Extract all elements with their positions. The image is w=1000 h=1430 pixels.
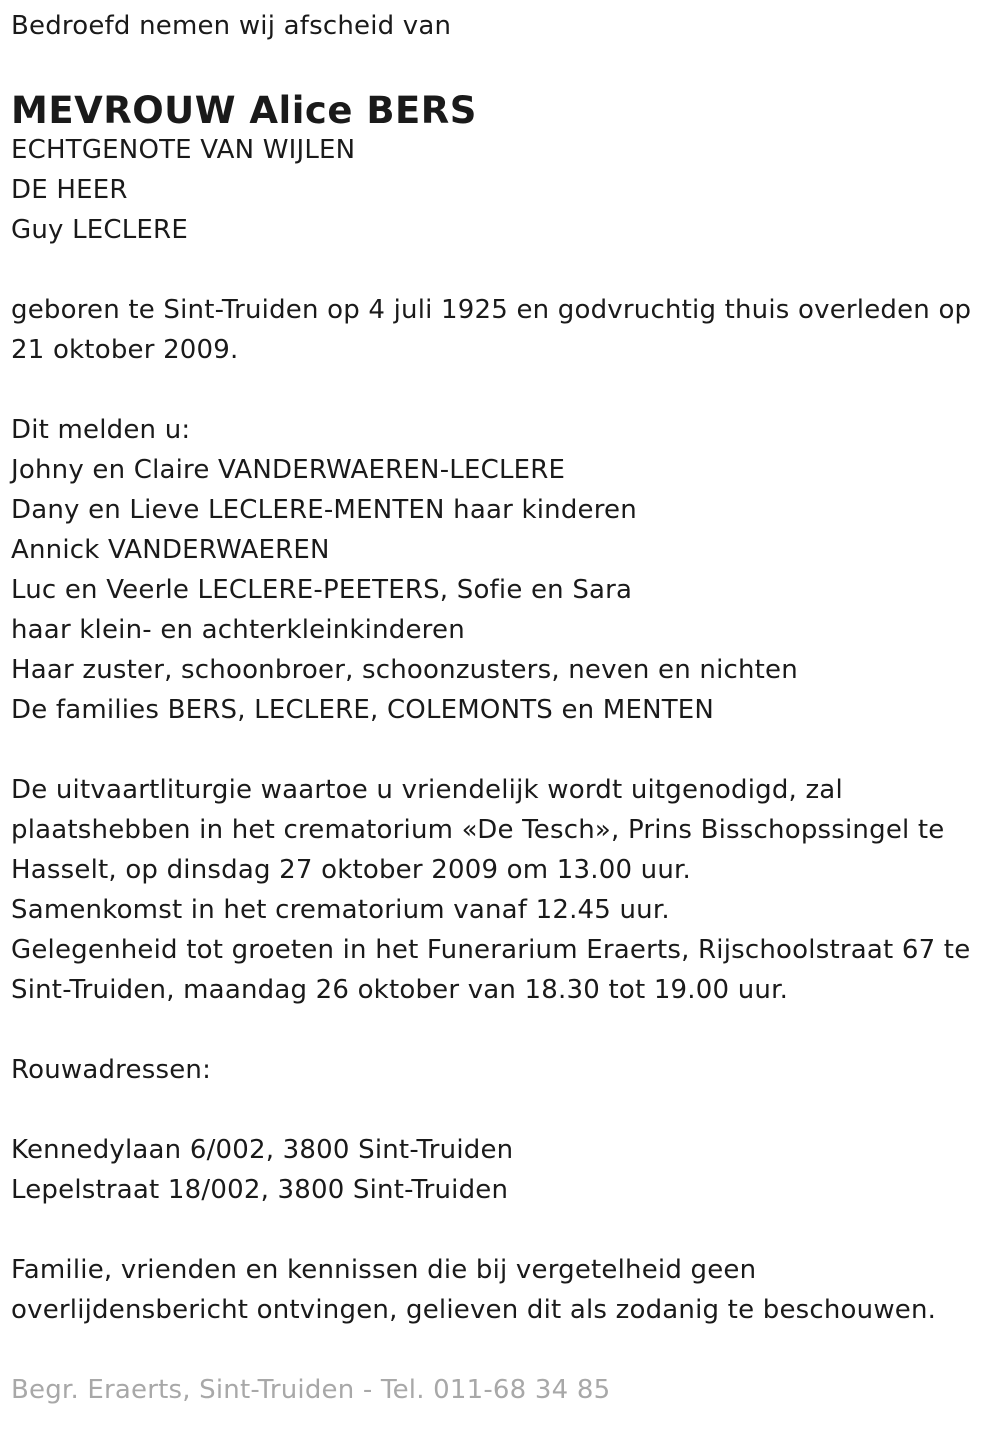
- announcer-line: Haar zuster, schoonbroer, schoonzusters, neven en nichten: [11, 655, 798, 685]
- announcer-line: Annick VANDERWAEREN: [11, 535, 330, 565]
- spouse-block: [11, 130, 996, 250]
- deceased-name: MEVROUW Alice BERS: [11, 89, 477, 132]
- closing-line: overlijdensbericht ontvingen, gelieven dit als zodanig te beschouwen.: [11, 1295, 937, 1325]
- closing-paragraph: [11, 1250, 996, 1330]
- ceremony-line: Samenkomst in het crematorium vanaf 12.45 uur.: [11, 895, 670, 925]
- ceremony-line: Hasselt, op dinsdag 27 oktober 2009 om 13.00 uur.: [11, 855, 691, 885]
- announcers-block: [11, 410, 996, 730]
- spacer: [11, 1090, 996, 1130]
- funeral-home-footer: Begr. Eraerts, Sint-Truiden - Tel. 011-68 34 85: [11, 1375, 611, 1405]
- ceremony-line: De uitvaartliturgie waartoe u vriendelijk wordt uitgenodigd, zal: [11, 775, 843, 805]
- ceremony-line: Gelegenheid tot groeten in het Funerarium Eraerts, Rijschoolstraat 67 te: [11, 935, 971, 965]
- birth-death-line: geboren te Sint-Truiden op 4 juli 1925 en godvruchtig thuis overleden op: [11, 295, 972, 325]
- spacer: [11, 1210, 996, 1250]
- closing-line: Familie, vrienden en kennissen die bij vergetelheid geen: [11, 1255, 757, 1285]
- spouse-line: Guy LECLERE: [11, 215, 188, 245]
- spacer: [11, 250, 996, 290]
- birth-death-paragraph: [11, 290, 996, 370]
- spacer: [11, 46, 996, 84]
- spouse-line: ECHTGENOTE VAN WIJLEN: [11, 135, 356, 165]
- announcer-line: De families BERS, LECLERE, COLEMONTS en MENTEN: [11, 695, 715, 725]
- announcer-line: haar klein- en achterkleinkinderen: [11, 615, 465, 645]
- address-line: Kennedylaan 6/002, 3800 Sint-Truiden: [11, 1135, 514, 1165]
- address-line: Lepelstraat 18/002, 3800 Sint-Truiden: [11, 1175, 509, 1205]
- spacer: [11, 1330, 996, 1370]
- death-notice: [11, 6, 996, 1410]
- ceremony-line: plaatshebben in het crematorium «De Tesch», Prins Bisschopssingel te: [11, 815, 945, 845]
- spacer: [11, 730, 996, 770]
- addresses-block: [11, 1130, 996, 1210]
- ceremony-line: Sint-Truiden, maandag 26 oktober van 18.30 tot 19.00 uur.: [11, 975, 789, 1005]
- ceremony-paragraph: [11, 770, 996, 1010]
- announcer-line: Luc en Veerle LECLERE-PEETERS, Sofie en Sara: [11, 575, 633, 605]
- spacer: [11, 370, 996, 410]
- announcer-line: Johny en Claire VANDERWAEREN-LECLERE: [11, 455, 566, 485]
- spouse-line: DE HEER: [11, 175, 128, 205]
- birth-death-line: 21 oktober 2009.: [11, 335, 239, 365]
- spacer: [11, 1010, 996, 1050]
- announcers-heading: Dit melden u:: [11, 415, 191, 445]
- intro-text: Bedroefd nemen wij afscheid van: [11, 11, 452, 41]
- announcer-line: Dany en Lieve LECLERE-MENTEN haar kinderen: [11, 495, 637, 525]
- addresses-heading: Rouwadressen:: [11, 1055, 212, 1085]
